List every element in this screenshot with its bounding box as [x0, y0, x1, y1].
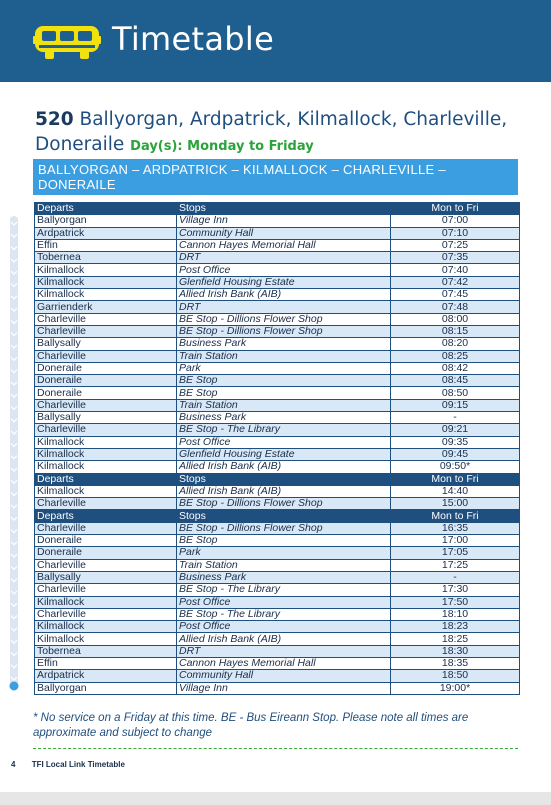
footnote: * No service on a Friday at this time. BE - Bus Eireann Stop. Please note all times are approximate and subject to change [33, 712, 469, 739]
time-cell: 17:05 [391, 547, 520, 559]
time-cell: 09:50* [391, 461, 520, 473]
departs-cell: Ballysally [35, 412, 177, 424]
page-footer [11, 760, 125, 769]
stop-cell: Post Office [177, 264, 391, 276]
departs-cell: Charleville [35, 608, 177, 620]
page-title: Timetable [112, 20, 275, 58]
table-row [35, 547, 520, 559]
departs-cell: Charleville [35, 498, 177, 510]
route-line-icon [8, 216, 20, 692]
table-header-row [35, 203, 520, 215]
time-cell: 19:00* [391, 682, 520, 694]
stop-cell: Business Park [177, 412, 391, 424]
stop-cell: Allied Irish Bank (AIB) [177, 633, 391, 645]
time-cell: 09:15 [391, 399, 520, 411]
table-row [35, 596, 520, 608]
stop-cell: Allied Irish Bank (AIB) [177, 461, 391, 473]
time-cell: 15:00 [391, 498, 520, 510]
time-cell: 14:40 [391, 485, 520, 497]
table-row [35, 571, 520, 583]
departs-cell: Charleville [35, 399, 177, 411]
timetable [34, 202, 520, 695]
stop-cell: BE Stop - The Library [177, 584, 391, 596]
table-row [35, 448, 520, 460]
time-cell: 08:20 [391, 338, 520, 350]
time-cell: 09:45 [391, 448, 520, 460]
departs-cell: Charleville [35, 522, 177, 534]
time-cell: 07:48 [391, 301, 520, 313]
table-row [35, 657, 520, 669]
time-cell: 07:45 [391, 289, 520, 301]
time-cell: 08:00 [391, 313, 520, 325]
time-cell: 07:40 [391, 264, 520, 276]
table-row [35, 498, 520, 510]
time-cell: 17:30 [391, 584, 520, 596]
table-row [35, 584, 520, 596]
time-cell: - [391, 571, 520, 583]
column-header: Mon to Fri [391, 203, 520, 215]
time-cell: 18:30 [391, 645, 520, 657]
route-title [35, 107, 525, 159]
stop-cell: DRT [177, 252, 391, 264]
table-row [35, 215, 520, 227]
stop-cell: BE Stop [177, 375, 391, 387]
time-cell: 17:25 [391, 559, 520, 571]
time-cell: - [391, 412, 520, 424]
time-cell: 16:35 [391, 522, 520, 534]
table-row [35, 424, 520, 436]
departs-cell: Ardpatrick [35, 227, 177, 239]
departs-cell: Charleville [35, 313, 177, 325]
departs-cell: Charleville [35, 584, 177, 596]
table-row [35, 289, 520, 301]
column-header: Stops [177, 203, 391, 215]
departs-cell: Kilmallock [35, 289, 177, 301]
departs-cell: Kilmallock [35, 436, 177, 448]
time-cell: 17:00 [391, 535, 520, 547]
time-cell: 07:35 [391, 252, 520, 264]
table-row [35, 350, 520, 362]
table-row [35, 412, 520, 424]
route-banner: BALLYORGAN – ARDPATRICK – KILMALLOCK – CHARLEVILLE – DONERAILE [33, 159, 518, 195]
departs-cell: Doneraile [35, 387, 177, 399]
stop-cell: BE Stop - Dillions Flower Shop [177, 325, 391, 337]
stop-cell: Post Office [177, 621, 391, 633]
footer-label: TFI Local Link Timetable [31, 760, 125, 769]
table-row [35, 682, 520, 694]
column-header: Stops [177, 473, 391, 485]
column-header: Departs [35, 203, 177, 215]
stop-cell: Allied Irish Bank (AIB) [177, 485, 391, 497]
table-row [35, 264, 520, 276]
time-cell: 08:25 [391, 350, 520, 362]
stop-cell: Community Hall [177, 227, 391, 239]
table-header-row [35, 473, 520, 485]
departs-cell: Ballyorgan [35, 682, 177, 694]
departs-cell: Tobernea [35, 645, 177, 657]
departs-cell: Kilmallock [35, 264, 177, 276]
table-row [35, 362, 520, 374]
table-row [35, 559, 520, 571]
stop-cell: Community Hall [177, 670, 391, 682]
page-header [0, 0, 551, 82]
page-number: 4 [11, 760, 16, 769]
departs-cell: Kilmallock [35, 596, 177, 608]
table-row [35, 485, 520, 497]
time-cell: 08:50 [391, 387, 520, 399]
route-days: Day(s): Monday to Friday [130, 139, 314, 154]
stop-cell: Train Station [177, 559, 391, 571]
table-row [35, 535, 520, 547]
stop-cell: Park [177, 362, 391, 374]
departs-cell: Kilmallock [35, 448, 177, 460]
departs-cell: Garrienderk [35, 301, 177, 313]
route-number: 520 [35, 109, 74, 130]
stop-cell: BE Stop [177, 535, 391, 547]
column-header: Mon to Fri [391, 510, 520, 522]
stop-cell: Post Office [177, 596, 391, 608]
table-row [35, 338, 520, 350]
table-header-row [35, 510, 520, 522]
time-cell: 18:25 [391, 633, 520, 645]
table-row [35, 522, 520, 534]
table-row [35, 399, 520, 411]
column-header: Departs [35, 510, 177, 522]
time-cell: 09:21 [391, 424, 520, 436]
departs-cell: Kilmallock [35, 276, 177, 288]
time-cell: 08:45 [391, 375, 520, 387]
stop-cell: Cannon Hayes Memorial Hall [177, 239, 391, 251]
table-row [35, 301, 520, 313]
bus-icon [33, 22, 101, 60]
column-header: Departs [35, 473, 177, 485]
departs-cell: Doneraile [35, 547, 177, 559]
time-cell: 08:42 [391, 362, 520, 374]
table-row [35, 608, 520, 620]
departs-cell: Kilmallock [35, 485, 177, 497]
table-row [35, 325, 520, 337]
stop-cell: Cannon Hayes Memorial Hall [177, 657, 391, 669]
stop-cell: DRT [177, 645, 391, 657]
departs-cell: Doneraile [35, 375, 177, 387]
table-row [35, 670, 520, 682]
stop-cell: Glenfield Housing Estate [177, 276, 391, 288]
time-cell: 09:35 [391, 436, 520, 448]
table-row [35, 375, 520, 387]
departs-cell: Charleville [35, 350, 177, 362]
departs-cell: Ballysally [35, 571, 177, 583]
departs-cell: Kilmallock [35, 621, 177, 633]
departs-cell: Kilmallock [35, 633, 177, 645]
table-row [35, 436, 520, 448]
table-row [35, 387, 520, 399]
time-cell: 08:15 [391, 325, 520, 337]
stop-cell: Post Office [177, 436, 391, 448]
departs-cell: Ardpatrick [35, 670, 177, 682]
stop-cell: BE Stop - The Library [177, 424, 391, 436]
departs-cell: Doneraile [35, 535, 177, 547]
stop-cell: BE Stop - Dillions Flower Shop [177, 498, 391, 510]
stop-cell: BE Stop - Dillions Flower Shop [177, 522, 391, 534]
stop-cell: Train Station [177, 350, 391, 362]
table-row [35, 252, 520, 264]
departs-cell: Charleville [35, 424, 177, 436]
stop-cell: DRT [177, 301, 391, 313]
stop-cell: Business Park [177, 571, 391, 583]
departs-cell: Charleville [35, 559, 177, 571]
time-cell: 07:00 [391, 215, 520, 227]
table-row [35, 645, 520, 657]
stop-cell: Train Station [177, 399, 391, 411]
stop-cell: Business Park [177, 338, 391, 350]
stop-cell: BE Stop - Dillions Flower Shop [177, 313, 391, 325]
departs-cell: Doneraile [35, 362, 177, 374]
table-row [35, 633, 520, 645]
bottom-strip [0, 792, 551, 805]
table-row [35, 276, 520, 288]
stop-cell: Village Inn [177, 215, 391, 227]
time-cell: 07:42 [391, 276, 520, 288]
stop-cell: Allied Irish Bank (AIB) [177, 289, 391, 301]
stop-cell: BE Stop [177, 387, 391, 399]
route-name: Ballyorgan, Ardpatrick, Kilmallock, Charleville, Doneraile [35, 109, 508, 155]
time-cell: 18:10 [391, 608, 520, 620]
departs-cell: Effin [35, 657, 177, 669]
time-cell: 18:35 [391, 657, 520, 669]
column-header: Stops [177, 510, 391, 522]
table-row [35, 313, 520, 325]
departs-cell: Tobernea [35, 252, 177, 264]
table-row [35, 239, 520, 251]
time-cell: 18:50 [391, 670, 520, 682]
departs-cell: Ballyorgan [35, 215, 177, 227]
departs-cell: Kilmallock [35, 461, 177, 473]
stop-cell: Park [177, 547, 391, 559]
divider [33, 748, 518, 749]
table-row [35, 621, 520, 633]
stop-cell: Glenfield Housing Estate [177, 448, 391, 460]
table-row [35, 461, 520, 473]
stop-cell: Village Inn [177, 682, 391, 694]
time-cell: 17:50 [391, 596, 520, 608]
stop-cell: BE Stop - The Library [177, 608, 391, 620]
time-cell: 18:23 [391, 621, 520, 633]
time-cell: 07:25 [391, 239, 520, 251]
column-header: Mon to Fri [391, 473, 520, 485]
departs-cell: Ballysally [35, 338, 177, 350]
time-cell: 07:10 [391, 227, 520, 239]
departs-cell: Charleville [35, 325, 177, 337]
departs-cell: Effin [35, 239, 177, 251]
table-row [35, 227, 520, 239]
